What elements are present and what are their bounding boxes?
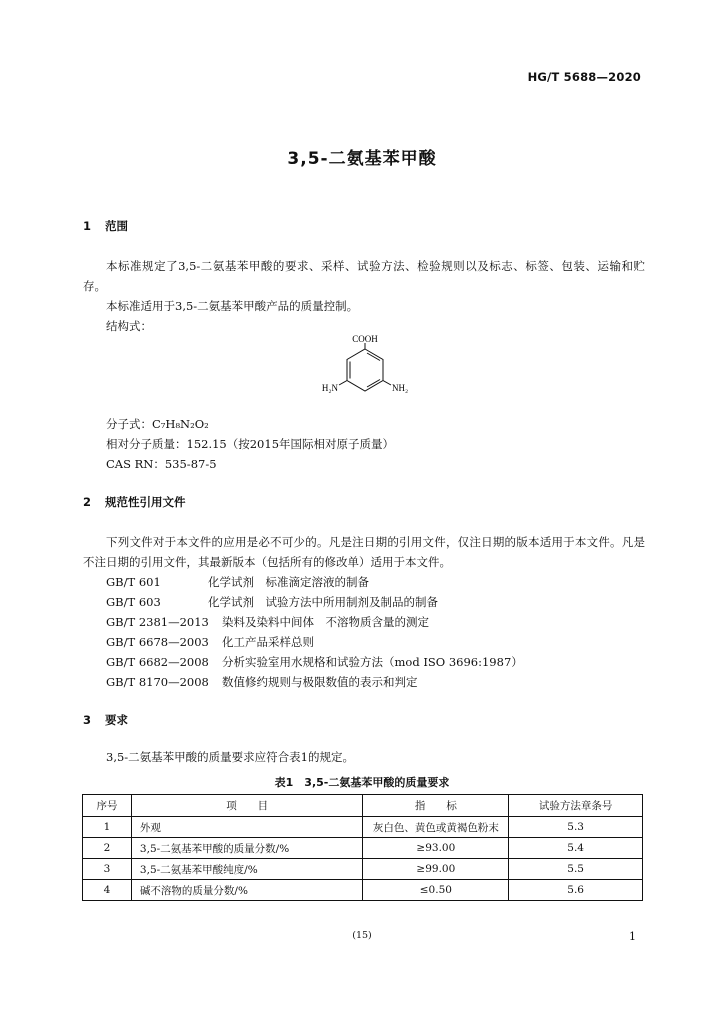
cell-specification: ≥99.00 — [363, 859, 509, 880]
cell-item: 碱不溶物的质量分数/% — [131, 880, 363, 901]
structural-formula-diagram — [305, 335, 425, 400]
section-number: 3 — [83, 713, 92, 727]
table-row — [83, 880, 643, 901]
cell-specification: ≤0.50 — [363, 880, 509, 901]
reference-item — [106, 572, 369, 592]
column-header-test-method: 试验方法章条号 — [509, 795, 643, 817]
cell-no: 3 — [83, 859, 132, 880]
page-mark: (15) — [352, 930, 372, 941]
cas-number-line: CAS RN：535-87-5 — [106, 457, 217, 471]
molecular-formula: C₇H₈N₂O₂ — [152, 417, 209, 431]
cell-no: 2 — [83, 838, 132, 859]
right-amino-group-label: NH₂ — [392, 383, 409, 393]
document-title: 3,5-二氨基苯甲酸 — [287, 149, 437, 169]
reference-item — [106, 652, 523, 672]
section-number: 2 — [83, 495, 92, 509]
applicability-paragraph: 本标准适用于3,5-二氨基苯甲酸产品的质量控制。 — [106, 299, 359, 313]
reference-code: GB/T 6678—2003 — [106, 635, 209, 649]
table-caption: 表1 3,5-二氨基苯甲酸的质量要求 — [274, 776, 450, 789]
reference-title: 化工产品采样总则 — [222, 635, 314, 649]
cell-no: 1 — [83, 817, 132, 838]
reference-item — [106, 632, 314, 652]
section-number: 1 — [83, 219, 92, 233]
cell-test-method: 5.5 — [509, 859, 643, 880]
quality-requirements-table — [82, 794, 643, 901]
structure-label: 结构式： — [106, 319, 152, 333]
reference-title: 分析实验室用水规格和试验方法（mod ISO 3696:1987） — [222, 655, 523, 669]
reference-title: 数值修约规则与极限数值的表示和判定 — [222, 675, 418, 689]
reference-code: GB/T 603 — [106, 595, 161, 609]
reference-item — [106, 612, 429, 632]
reference-item — [106, 672, 418, 692]
reference-title: 化学试剂 试验方法中所用制剂及制品的制备 — [208, 595, 438, 609]
carboxyl-group-label: COOH — [352, 335, 378, 344]
molecular-mass-line: 相对分子质量：152.15（按2015年国际相对原子质量） — [106, 437, 395, 451]
requirements-paragraph: 3,5-二氨基苯甲酸的质量要求应符合表1的规定。 — [106, 750, 354, 764]
cell-test-method: 5.3 — [509, 817, 643, 838]
scope-paragraph: 本标准规定了3,5-二氨基苯甲酸的要求、采样、试验方法、检验规则以及标志、标签、包装、运输和贮存。 — [83, 259, 645, 293]
page-number: 1 — [629, 930, 636, 943]
left-amino-group-label: H₂N — [321, 383, 338, 393]
column-header-specification: 指 标 — [363, 795, 509, 817]
table-row — [83, 838, 643, 859]
cell-specification: 灰白色、黄色或黄褐色粉末 — [363, 817, 509, 838]
molecular-formula-line — [106, 414, 209, 434]
reference-title: 化学试剂 标准滴定溶液的制备 — [208, 575, 369, 589]
standard-code: HG/T 5688—2020 — [527, 70, 641, 84]
column-header-item: 项 目 — [131, 795, 363, 817]
cell-test-method: 5.4 — [509, 838, 643, 859]
section-title: 范围 — [105, 219, 128, 233]
table-header-row — [83, 795, 643, 817]
section-1-heading — [83, 218, 128, 234]
cell-item: 3,5-二氨基苯甲酸的质量分数/% — [131, 838, 363, 859]
reference-code: GB/T 8170—2008 — [106, 675, 209, 689]
section-2-heading — [83, 494, 186, 510]
reference-code: GB/T 2381—2013 — [106, 615, 209, 629]
table-row — [83, 817, 643, 838]
cell-no: 4 — [83, 880, 132, 901]
column-header-no: 序号 — [83, 795, 132, 817]
cell-test-method: 5.6 — [509, 880, 643, 901]
cell-item: 3,5-二氨基苯甲酸纯度/% — [131, 859, 363, 880]
cell-item: 外观 — [131, 817, 363, 838]
section-title: 规范性引用文件 — [105, 495, 186, 509]
reference-code: GB/T 6682—2008 — [106, 655, 209, 669]
table-row — [83, 859, 643, 880]
cell-specification: ≥93.00 — [363, 838, 509, 859]
formula-label: 分子式： — [106, 417, 152, 431]
section-title: 要求 — [105, 713, 128, 727]
normative-references-paragraph: 下列文件对于本文件的应用是必不可少的。凡是注日期的引用文件，仅注日期的版本适用于本文件。凡是不注日期的引用文件，其最新版本（包括所有的修改单）适用于本文件。 — [83, 535, 645, 569]
reference-item — [106, 592, 438, 612]
reference-title: 染料及染料中间体 不溶物质含量的测定 — [222, 615, 429, 629]
reference-code: GB/T 601 — [106, 575, 161, 589]
section-3-heading — [83, 712, 128, 728]
